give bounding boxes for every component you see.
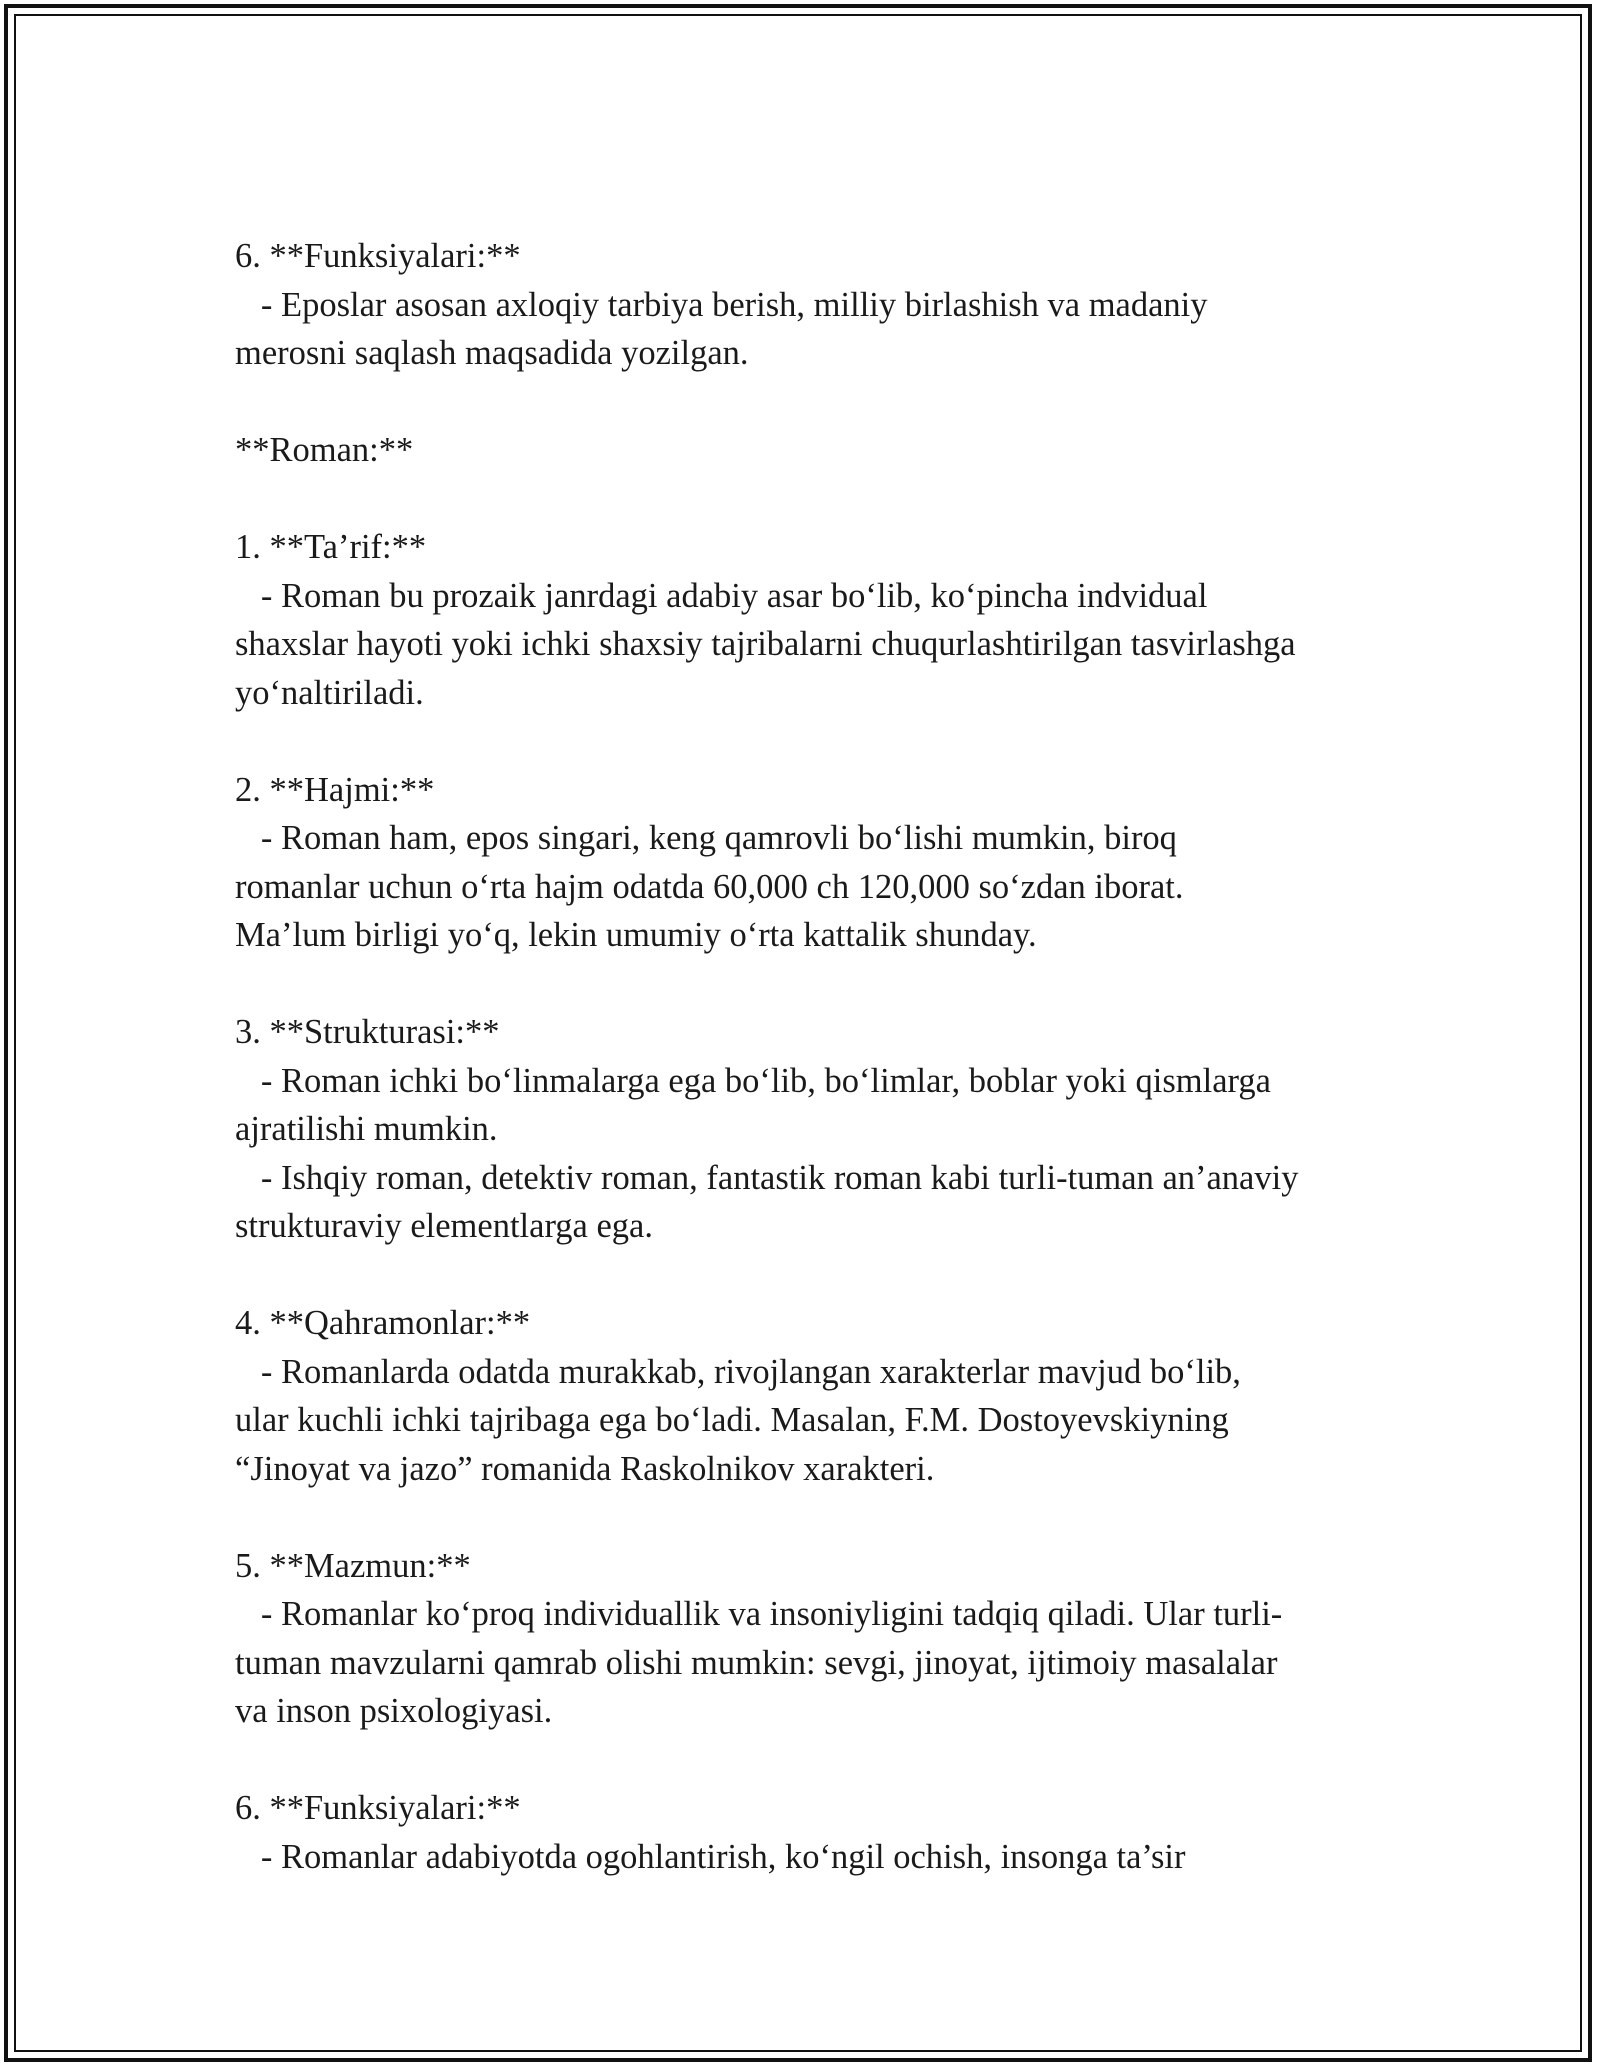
paragraph-line: shaxslar hayoti yoki ichki shaxsiy tajribalarni chuqurlashtirilgan tasvirlashga	[235, 625, 1296, 663]
paragraph-line: - Romanlarda odatda murakkab, rivojlangan xarakterlar mavjud bo‘lib,	[235, 1352, 1241, 1391]
section-heading: 3. **Strukturasi:**	[235, 1013, 500, 1051]
paragraph-line: - Ishqiy roman, detektiv roman, fantastik roman kabi turli-tuman an’anaviy	[235, 1158, 1299, 1197]
roman-heading: **Roman:**	[235, 431, 414, 469]
paragraph-line: - Roman bu prozaik janrdagi adabiy asar bo‘lib, ko‘pincha indvidual	[235, 576, 1208, 615]
blank-line	[235, 1736, 1385, 1785]
section-funksiyalari	[235, 1784, 1385, 1881]
paragraph-line: va inson psixologiyasi.	[235, 1692, 553, 1730]
section-heading: 2. **Hajmi:**	[235, 770, 435, 809]
blank-line	[235, 475, 1385, 524]
section-qahramonlar	[235, 1299, 1385, 1493]
blank-line	[235, 960, 1385, 1009]
paragraph-line: Ma’lum birligi yo‘q, lekin umumiy o‘rta kattalik shunday.	[235, 916, 1037, 954]
paragraph-line: - Roman ham, epos singari, keng qamrovli bo‘lishi mumkin, biroq	[235, 819, 1177, 857]
paragraph-line: - Romanlar adabiyotda ogohlantirish, ko‘ngil ochish, insonga ta’sir	[235, 1837, 1186, 1876]
paragraph-line: - Eposlar asosan axloqiy tarbiya berish, milliy birlashish va madaniy	[235, 285, 1208, 324]
section-heading: 6. **Funksiyalari:**	[235, 1789, 521, 1827]
section-heading: 5. **Mazmun:**	[235, 1546, 471, 1585]
section-heading: 6. **Funksiyalari:**	[235, 237, 521, 275]
section-hajmi	[235, 766, 1385, 960]
paragraph-line: - Romanlar ko‘proq individuallik va insoniyligini tadqiq qiladi. Ular turli-	[235, 1595, 1283, 1633]
paragraph-line: tuman mavzularni qamrab olishi mumkin: sevgi, jinoyat, ijtimoiy masalalar	[235, 1643, 1278, 1682]
blank-line	[235, 1251, 1385, 1300]
blank-line	[235, 717, 1385, 766]
document-body	[235, 232, 1385, 1881]
paragraph-line: ular kuchli ichki tajribaga ega bo‘ladi. Masalan, F.M. Dostoyevskiyning	[235, 1401, 1229, 1439]
paragraph-line: - Roman ichki bo‘linmalarga ega bo‘lib, bo‘limlar, boblar yoki qismlarga	[235, 1061, 1271, 1100]
paragraph-line: “Jinoyat va jazo” romanida Raskolnikov xarakteri.	[235, 1449, 935, 1488]
paragraph-line: merosni saqlash maqsadida yozilgan.	[235, 334, 749, 372]
paragraph-line: romanlar uchun o‘rta hajm odatda 60,000 ch 120,000 so‘zdan iborat.	[235, 867, 1184, 906]
paragraph-line: ajratilishi mumkin.	[235, 1110, 498, 1148]
section-heading: 4. **Qahramonlar:**	[235, 1304, 531, 1342]
paragraph-line: strukturaviy elementlarga ega.	[235, 1207, 653, 1245]
paragraph-line: yo‘naltiriladi.	[235, 673, 424, 712]
section-strukturasi	[235, 1008, 1385, 1251]
blank-line	[235, 378, 1385, 427]
section-tarif	[235, 523, 1385, 717]
blank-line	[235, 1493, 1385, 1542]
section-heading: 1. **Ta’rif:**	[235, 528, 427, 566]
section-mazmun	[235, 1542, 1385, 1736]
epos-functions-section	[235, 232, 1385, 378]
